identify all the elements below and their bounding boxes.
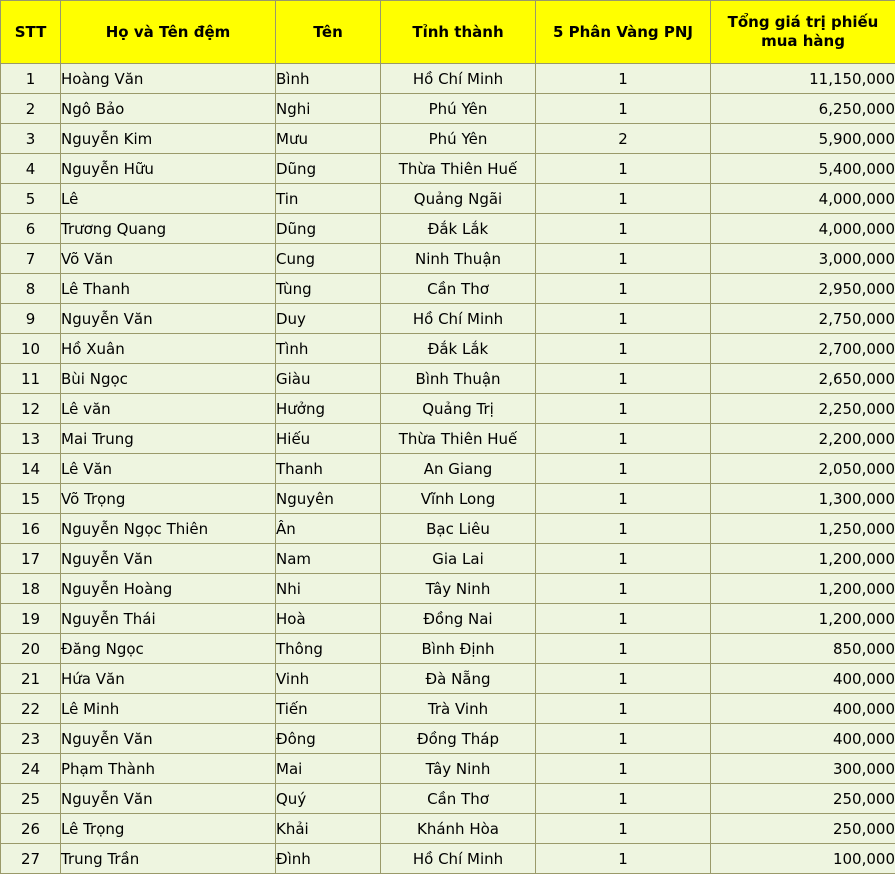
cell-tong: 250,000	[711, 784, 895, 814]
cell-ten: Tin	[276, 184, 381, 214]
cell-stt: 6	[1, 214, 61, 244]
cell-stt: 17	[1, 544, 61, 574]
table-row	[1, 214, 895, 244]
cell-tinh: Tây Ninh	[381, 574, 536, 604]
table-row	[1, 814, 895, 844]
table-row	[1, 64, 895, 94]
cell-stt: 14	[1, 454, 61, 484]
cell-ho: Trung Trần	[61, 844, 276, 874]
table-row	[1, 514, 895, 544]
table-row	[1, 664, 895, 694]
cell-ho: Mai Trung	[61, 424, 276, 454]
cell-ho: Nguyễn Kim	[61, 124, 276, 154]
table-row	[1, 94, 895, 124]
table-row	[1, 634, 895, 664]
cell-tong: 2,950,000	[711, 274, 895, 304]
column-header-ten: Tên	[276, 1, 381, 64]
cell-ten: Cung	[276, 244, 381, 274]
cell-tong: 400,000	[711, 664, 895, 694]
cell-vang: 1	[536, 64, 711, 94]
cell-stt: 20	[1, 634, 61, 664]
cell-tinh: Đồng Tháp	[381, 724, 536, 754]
cell-ho: Nguyễn Văn	[61, 724, 276, 754]
cell-tinh: Phú Yên	[381, 124, 536, 154]
cell-tinh: Bình Định	[381, 634, 536, 664]
cell-stt: 13	[1, 424, 61, 454]
cell-tinh: Đồng Nai	[381, 604, 536, 634]
cell-tong: 4,000,000	[711, 214, 895, 244]
table-row	[1, 244, 895, 274]
cell-tinh: Đắk Lắk	[381, 334, 536, 364]
cell-ho: Nguyễn Văn	[61, 304, 276, 334]
cell-vang: 1	[536, 664, 711, 694]
table-row	[1, 304, 895, 334]
column-header-tinh-thanh: Tỉnh thành	[381, 1, 536, 64]
cell-stt: 26	[1, 814, 61, 844]
cell-tong: 6,250,000	[711, 94, 895, 124]
cell-vang: 1	[536, 304, 711, 334]
cell-vang: 1	[536, 394, 711, 424]
cell-tinh: Tây Ninh	[381, 754, 536, 784]
cell-ho: Lê	[61, 184, 276, 214]
cell-vang: 1	[536, 574, 711, 604]
cell-tinh: Đà Nẵng	[381, 664, 536, 694]
table-row	[1, 724, 895, 754]
cell-ten: Tiến	[276, 694, 381, 724]
cell-vang: 1	[536, 364, 711, 394]
cell-ho: Lê Trọng	[61, 814, 276, 844]
cell-stt: 19	[1, 604, 61, 634]
cell-ten: Bình	[276, 64, 381, 94]
table-row	[1, 754, 895, 784]
table-row	[1, 334, 895, 364]
cell-ten: Nghi	[276, 94, 381, 124]
cell-ten: Duy	[276, 304, 381, 334]
cell-stt: 24	[1, 754, 61, 784]
cell-ten: Mai	[276, 754, 381, 784]
cell-tong: 300,000	[711, 754, 895, 784]
cell-tinh: Gia Lai	[381, 544, 536, 574]
cell-ten: Vinh	[276, 664, 381, 694]
cell-tong: 5,400,000	[711, 154, 895, 184]
cell-vang: 1	[536, 484, 711, 514]
cell-ten: Đình	[276, 844, 381, 874]
cell-stt: 16	[1, 514, 61, 544]
cell-ho: Ngô Bảo	[61, 94, 276, 124]
cell-tong: 100,000	[711, 844, 895, 874]
cell-ho: Lê văn	[61, 394, 276, 424]
cell-tong: 850,000	[711, 634, 895, 664]
cell-vang: 1	[536, 694, 711, 724]
cell-ho: Lê Minh	[61, 694, 276, 724]
cell-tinh: Bình Thuận	[381, 364, 536, 394]
cell-ho: Hồ Xuân	[61, 334, 276, 364]
column-header-stt: STT	[1, 1, 61, 64]
cell-ho: Nguyễn Hữu	[61, 154, 276, 184]
cell-tinh: Quảng Trị	[381, 394, 536, 424]
cell-tong: 3,000,000	[711, 244, 895, 274]
cell-ho: Nguyễn Văn	[61, 784, 276, 814]
cell-ho: Nguyễn Văn	[61, 544, 276, 574]
cell-ho: Lê Thanh	[61, 274, 276, 304]
cell-tinh: Quảng Ngãi	[381, 184, 536, 214]
cell-tong: 1,250,000	[711, 514, 895, 544]
cell-tong: 2,750,000	[711, 304, 895, 334]
cell-ten: Mưu	[276, 124, 381, 154]
cell-vang: 1	[536, 724, 711, 754]
cell-tinh: Hồ Chí Minh	[381, 304, 536, 334]
cell-vang: 1	[536, 844, 711, 874]
cell-ten: Khải	[276, 814, 381, 844]
cell-vang: 1	[536, 184, 711, 214]
cell-vang: 1	[536, 544, 711, 574]
cell-tinh: Bạc Liêu	[381, 514, 536, 544]
cell-tinh: Khánh Hòa	[381, 814, 536, 844]
cell-stt: 7	[1, 244, 61, 274]
cell-ten: Dũng	[276, 154, 381, 184]
table-row	[1, 424, 895, 454]
cell-ho: Trương Quang	[61, 214, 276, 244]
table-row	[1, 154, 895, 184]
cell-stt: 4	[1, 154, 61, 184]
cell-stt: 15	[1, 484, 61, 514]
table-row	[1, 694, 895, 724]
cell-tong: 11,150,000	[711, 64, 895, 94]
cell-tinh: Phú Yên	[381, 94, 536, 124]
cell-vang: 1	[536, 424, 711, 454]
table-row	[1, 544, 895, 574]
table-row	[1, 274, 895, 304]
cell-tong: 4,000,000	[711, 184, 895, 214]
cell-vang: 1	[536, 94, 711, 124]
table-header	[1, 1, 895, 64]
cell-tong: 2,200,000	[711, 424, 895, 454]
cell-ho: Đăng Ngọc	[61, 634, 276, 664]
cell-vang: 1	[536, 454, 711, 484]
table-row	[1, 364, 895, 394]
cell-ho: Võ Văn	[61, 244, 276, 274]
table-row	[1, 844, 895, 874]
cell-ten: Hưởng	[276, 394, 381, 424]
cell-tinh: Vĩnh Long	[381, 484, 536, 514]
cell-ten: Hiếu	[276, 424, 381, 454]
cell-stt: 11	[1, 364, 61, 394]
cell-stt: 21	[1, 664, 61, 694]
cell-ten: Nam	[276, 544, 381, 574]
cell-stt: 8	[1, 274, 61, 304]
column-header-ho-va-ten-dem: Họ và Tên đệm	[61, 1, 276, 64]
cell-tong: 1,200,000	[711, 544, 895, 574]
cell-ten: Ân	[276, 514, 381, 544]
cell-ho: Nguyễn Hoàng	[61, 574, 276, 604]
cell-tong: 1,200,000	[711, 574, 895, 604]
cell-ho: Nguyễn Thái	[61, 604, 276, 634]
cell-stt: 2	[1, 94, 61, 124]
cell-stt: 1	[1, 64, 61, 94]
cell-stt: 5	[1, 184, 61, 214]
cell-ho: Nguyễn Ngọc Thiên	[61, 514, 276, 544]
cell-tong: 2,700,000	[711, 334, 895, 364]
cell-ten: Thanh	[276, 454, 381, 484]
cell-ten: Quý	[276, 784, 381, 814]
cell-tinh: Hồ Chí Minh	[381, 844, 536, 874]
cell-vang: 1	[536, 214, 711, 244]
cell-stt: 18	[1, 574, 61, 604]
cell-vang: 1	[536, 334, 711, 364]
cell-tong: 1,200,000	[711, 604, 895, 634]
cell-ten: Đông	[276, 724, 381, 754]
cell-vang: 2	[536, 124, 711, 154]
cell-stt: 9	[1, 304, 61, 334]
cell-stt: 27	[1, 844, 61, 874]
cell-ho: Bùi Ngọc	[61, 364, 276, 394]
cell-stt: 25	[1, 784, 61, 814]
cell-vang: 1	[536, 754, 711, 784]
cell-stt: 3	[1, 124, 61, 154]
cell-ten: Nhi	[276, 574, 381, 604]
cell-ho: Hứa Văn	[61, 664, 276, 694]
table-row	[1, 454, 895, 484]
cell-stt: 23	[1, 724, 61, 754]
cell-tinh: Ninh Thuận	[381, 244, 536, 274]
table-body	[1, 64, 895, 874]
cell-tinh: Thừa Thiên Huế	[381, 424, 536, 454]
cell-tong: 1,300,000	[711, 484, 895, 514]
table-row	[1, 124, 895, 154]
table-row	[1, 604, 895, 634]
cell-ten: Thông	[276, 634, 381, 664]
cell-ho: Lê Văn	[61, 454, 276, 484]
cell-tinh: Đắk Lắk	[381, 214, 536, 244]
cell-tinh: An Giang	[381, 454, 536, 484]
cell-ten: Tùng	[276, 274, 381, 304]
cell-tong: 400,000	[711, 694, 895, 724]
column-header-5-phan-vang-pnj: 5 Phân Vàng PNJ	[536, 1, 711, 64]
cell-vang: 1	[536, 784, 711, 814]
cell-tong: 400,000	[711, 724, 895, 754]
cell-ten: Hoà	[276, 604, 381, 634]
cell-ho: Hoàng Văn	[61, 64, 276, 94]
cell-vang: 1	[536, 604, 711, 634]
cell-vang: 1	[536, 514, 711, 544]
cell-tong: 2,250,000	[711, 394, 895, 424]
cell-stt: 22	[1, 694, 61, 724]
cell-tong: 2,650,000	[711, 364, 895, 394]
cell-tinh: Cần Thơ	[381, 784, 536, 814]
cell-tinh: Cần Thơ	[381, 274, 536, 304]
table-row	[1, 394, 895, 424]
cell-vang: 1	[536, 634, 711, 664]
cell-ten: Nguyên	[276, 484, 381, 514]
cell-ho: Võ Trọng	[61, 484, 276, 514]
table-header-row	[1, 1, 895, 64]
cell-vang: 1	[536, 244, 711, 274]
cell-tinh: Trà Vinh	[381, 694, 536, 724]
cell-tong: 2,050,000	[711, 454, 895, 484]
cell-vang: 1	[536, 274, 711, 304]
cell-tong: 250,000	[711, 814, 895, 844]
cell-tinh: Hồ Chí Minh	[381, 64, 536, 94]
cell-ho: Phạm Thành	[61, 754, 276, 784]
table-row	[1, 784, 895, 814]
cell-stt: 10	[1, 334, 61, 364]
table-row	[1, 574, 895, 604]
cell-vang: 1	[536, 154, 711, 184]
table-row	[1, 184, 895, 214]
cell-vang: 1	[536, 814, 711, 844]
table-row	[1, 484, 895, 514]
cell-stt: 12	[1, 394, 61, 424]
cell-ten: Dũng	[276, 214, 381, 244]
column-header-tong-gia-tri-phieu-mua-hang: Tổng giá trị phiếu mua hàng	[711, 1, 895, 64]
cell-tong: 5,900,000	[711, 124, 895, 154]
cell-tinh: Thừa Thiên Huế	[381, 154, 536, 184]
cell-ten: Tình	[276, 334, 381, 364]
cell-ten: Giàu	[276, 364, 381, 394]
